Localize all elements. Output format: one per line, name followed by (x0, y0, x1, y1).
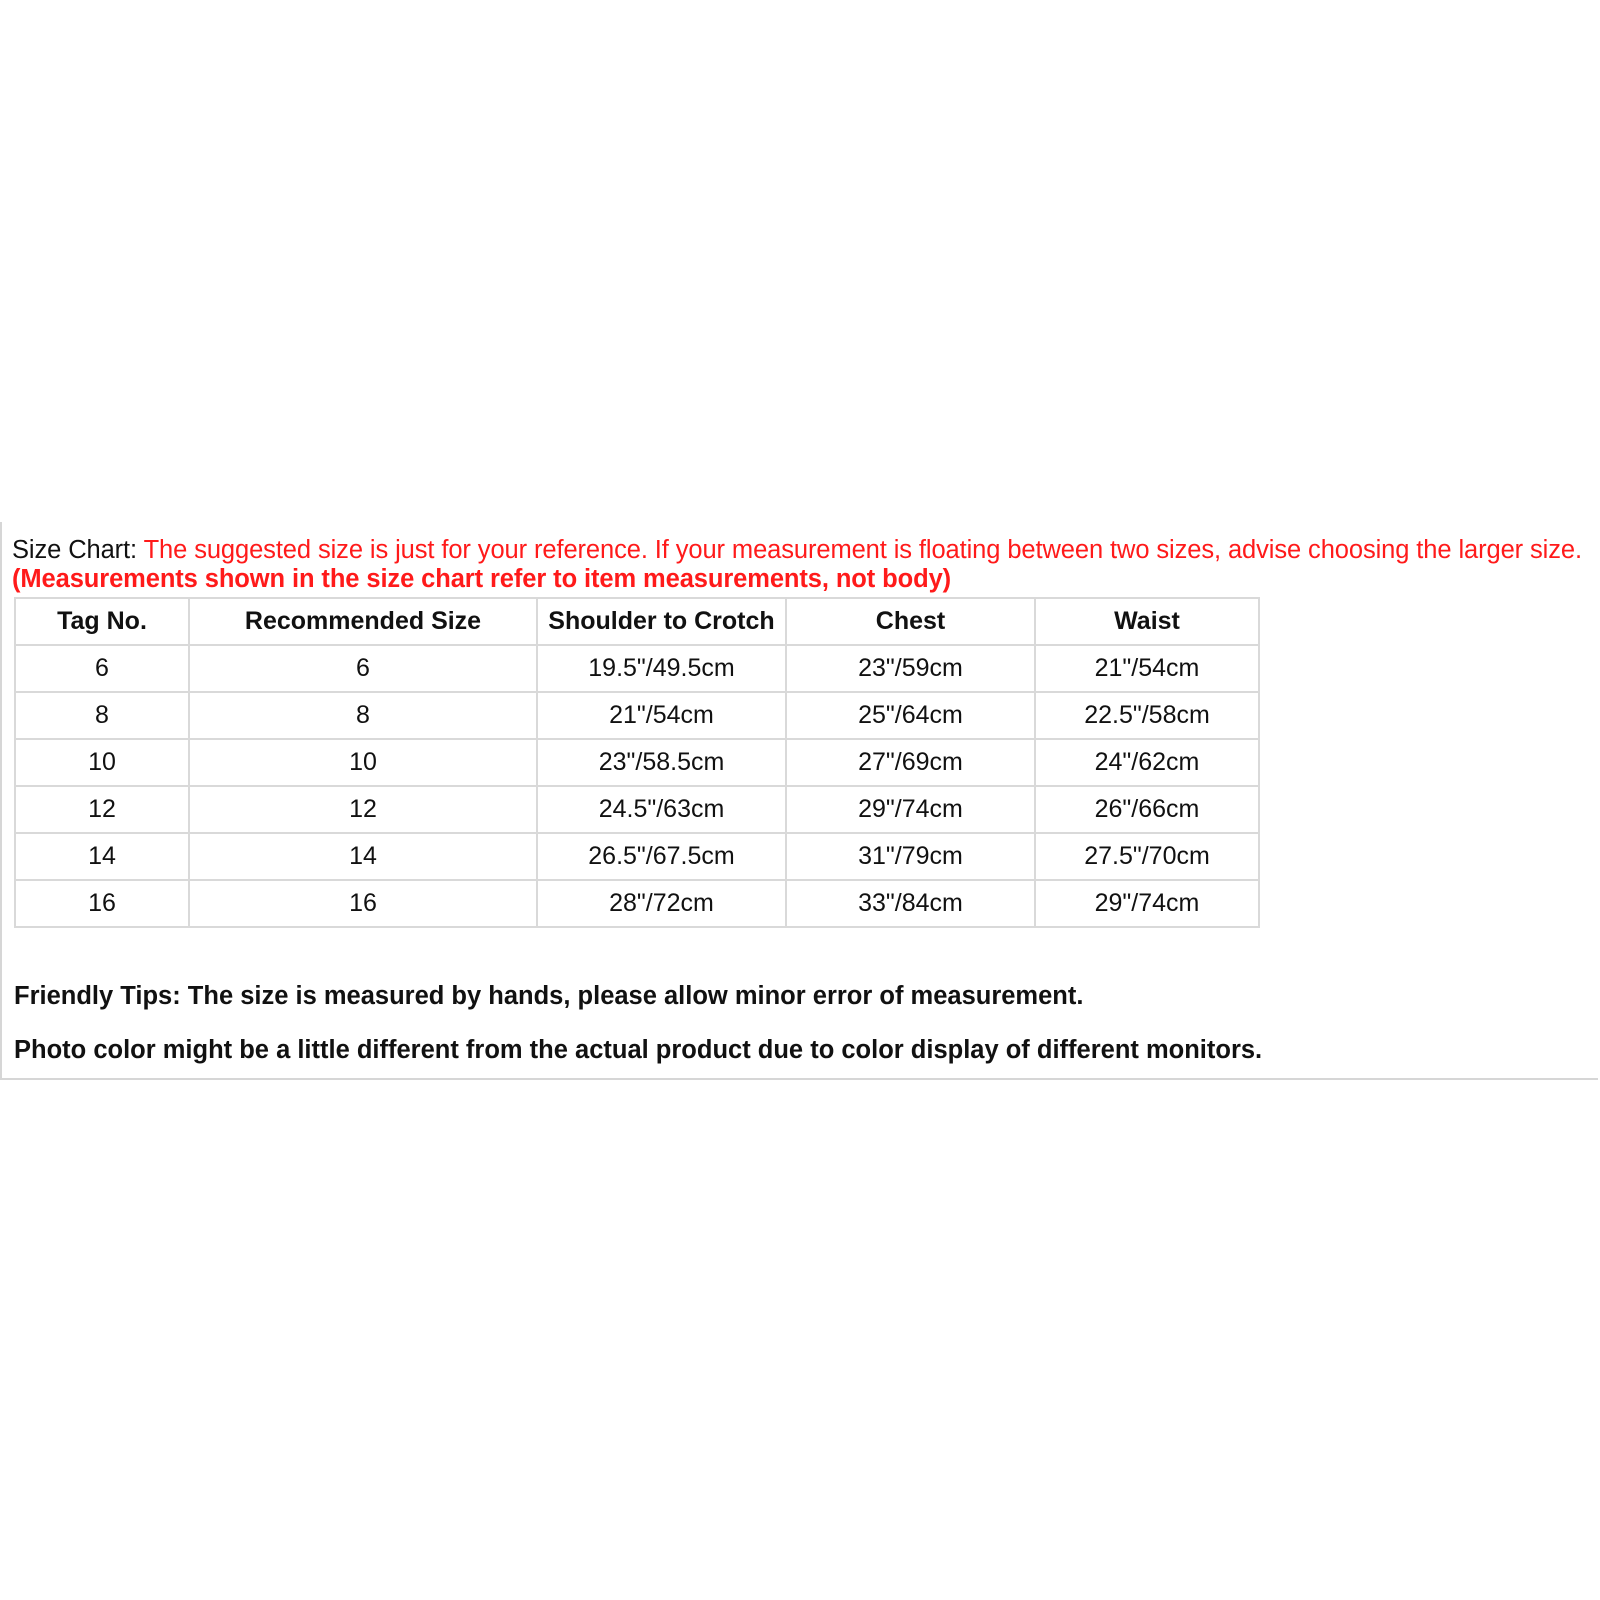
cell-recommended-size: 8 (189, 692, 537, 739)
cell-shoulder-to-crotch: 19.5"/49.5cm (537, 645, 786, 692)
size-chart-label: Size Chart (12, 536, 131, 564)
table-row (15, 739, 1259, 786)
friendly-tips: Friendly Tips: The size is measured by hands, please allow minor error of measurement. (14, 982, 1084, 1010)
cell-waist: 27.5"/70cm (1035, 833, 1259, 880)
header-chest: Chest (786, 598, 1035, 645)
size-chart-panel (0, 522, 1598, 1080)
table-row (15, 880, 1259, 927)
cell-chest: 33"/84cm (786, 880, 1035, 927)
cell-shoulder-to-crotch: 23"/58.5cm (537, 739, 786, 786)
cell-recommended-size: 10 (189, 739, 537, 786)
cell-tag-no: 12 (15, 786, 189, 833)
size-chart-emphasis: (Measurements shown in the size chart refer to item measurements, not body) (12, 565, 952, 593)
table-row (15, 833, 1259, 880)
cell-shoulder-to-crotch: 26.5"/67.5cm (537, 833, 786, 880)
cell-shoulder-to-crotch: 24.5"/63cm (537, 786, 786, 833)
table-row (15, 645, 1259, 692)
cell-recommended-size: 6 (189, 645, 537, 692)
cell-waist: 24"/62cm (1035, 739, 1259, 786)
cell-waist: 21"/54cm (1035, 645, 1259, 692)
cell-waist: 26"/66cm (1035, 786, 1259, 833)
cell-recommended-size: 14 (189, 833, 537, 880)
table-header-row (15, 598, 1259, 645)
cell-shoulder-to-crotch: 28"/72cm (537, 880, 786, 927)
cell-tag-no: 6 (15, 645, 189, 692)
cell-chest: 31"/79cm (786, 833, 1035, 880)
table-row (15, 692, 1259, 739)
cell-tag-no: 16 (15, 880, 189, 927)
size-chart-note: The suggested size is just for your reference. If your measurement is floating between two sizes, advise choosing the larger size. (137, 536, 1582, 564)
cell-shoulder-to-crotch: 21"/54cm (537, 692, 786, 739)
cell-chest: 29"/74cm (786, 786, 1035, 833)
header-shoulder-to-crotch: Shoulder to Crotch (537, 598, 786, 645)
cell-recommended-size: 16 (189, 880, 537, 927)
header-tag-no: Tag No. (15, 598, 189, 645)
cell-chest: 25"/64cm (786, 692, 1035, 739)
cell-chest: 27"/69cm (786, 739, 1035, 786)
cell-waist: 22.5"/58cm (1035, 692, 1259, 739)
size-chart-intro (12, 536, 1587, 594)
cell-tag-no: 10 (15, 739, 189, 786)
header-recommended-size: Recommended Size (189, 598, 537, 645)
table-row (15, 786, 1259, 833)
cell-tag-no: 8 (15, 692, 189, 739)
cell-recommended-size: 12 (189, 786, 537, 833)
cell-waist: 29"/74cm (1035, 880, 1259, 927)
photo-color-note: Photo color might be a little different from the actual product due to color display of different monitors. (14, 1036, 1263, 1064)
cell-tag-no: 14 (15, 833, 189, 880)
cell-chest: 23"/59cm (786, 645, 1035, 692)
header-waist: Waist (1035, 598, 1259, 645)
size-table (14, 597, 1260, 928)
size-chart-separator: : (130, 536, 138, 564)
